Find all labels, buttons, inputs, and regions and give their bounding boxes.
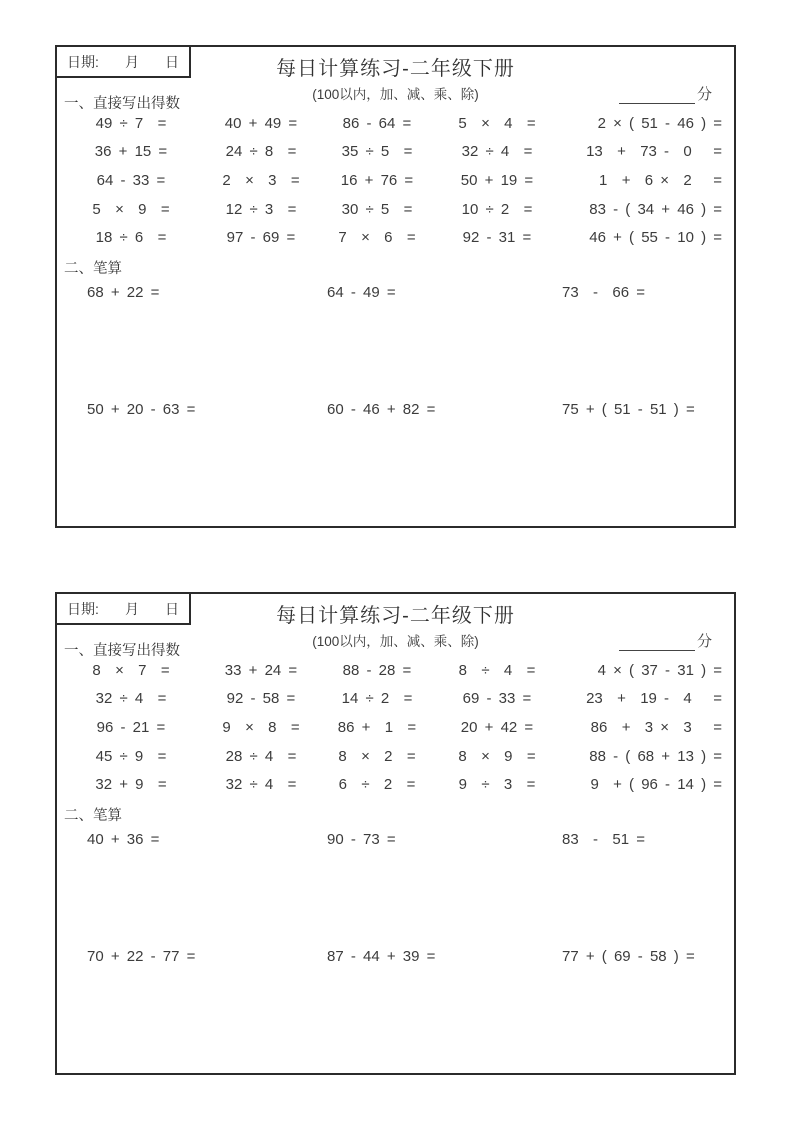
problem: 68 + 22 = — [87, 284, 160, 301]
problem: 30 ÷ 5 = — [341, 200, 413, 218]
problem: 7 × 6 = — [338, 229, 416, 247]
score-blank-line — [619, 635, 695, 651]
problem: 87 - 44 + 39 = — [327, 948, 436, 965]
score-field — [619, 630, 712, 651]
month-label: 月 — [124, 53, 139, 70]
problem: 8 ÷ 4 = — [458, 661, 536, 679]
problem: 28 ÷ 4 = — [225, 747, 297, 765]
problem: 8 × 9 = — [458, 747, 536, 765]
problem: 24 ÷ 8 = — [225, 143, 297, 161]
oral-problems-grid — [57, 109, 734, 252]
problem: 13 + 73 - 0 = — [586, 143, 722, 161]
score-unit-label: 分 — [696, 633, 712, 650]
day-label: 日 — [164, 600, 179, 617]
problem: 14 ÷ 2 = — [341, 690, 413, 708]
problem: 50 + 19 = — [460, 171, 534, 189]
date-label: 日期: — [67, 53, 99, 70]
problem: 8 × 7 = — [92, 661, 170, 679]
problem: 5 × 4 = — [458, 114, 536, 132]
problem: 32 + 9 = — [95, 776, 167, 794]
score-blank-line — [619, 88, 695, 104]
problem: 32 ÷ 4 = — [95, 690, 167, 708]
problem: 86 + 3 × 3 = — [590, 718, 722, 736]
problem: 86 + 1 = — [337, 718, 417, 736]
problem: 23 + 19 - 4 = — [586, 690, 722, 708]
worksheet-subtitle: (100以内，加、减、乘、除) — [312, 87, 479, 102]
problem: 18 ÷ 6 = — [95, 229, 167, 247]
problem: 77 + ( 69 - 58 ) = — [562, 948, 695, 965]
problem: 97 - 69 = — [226, 229, 296, 247]
month-label: 月 — [124, 600, 139, 617]
problem: 2 × ( 51 - 46 ) = — [597, 114, 722, 132]
problem: 40 + 36 = — [87, 831, 160, 848]
problem: 12 ÷ 3 = — [225, 200, 297, 218]
problem: 8 × 2 = — [338, 747, 416, 765]
problem: 16 + 76 = — [340, 171, 414, 189]
problem: 83 - ( 34 + 46 ) = — [589, 200, 722, 218]
worksheet-1 — [55, 45, 736, 528]
problem: 60 - 46 + 82 = — [327, 401, 436, 418]
problem: 83 - 51 = — [562, 831, 645, 848]
problem: 69 - 33 = — [462, 690, 532, 708]
written-problems-row — [57, 831, 734, 848]
problem: 32 ÷ 4 = — [225, 776, 297, 794]
section-oral-heading: 一、直接写出得数 — [64, 643, 180, 659]
written-problems-row — [57, 948, 734, 965]
problem: 88 - ( 68 + 13 ) = — [589, 747, 722, 765]
day-label: 日 — [164, 53, 179, 70]
problem: 9 × 8 = — [222, 718, 300, 736]
problem: 64 - 49 = — [327, 284, 396, 301]
problem: 40 + 49 = — [224, 114, 298, 132]
section-written-heading: 二、笔算 — [64, 808, 122, 824]
problem: 2 × 3 = — [222, 171, 300, 189]
section-written-heading: 二、笔算 — [64, 261, 122, 277]
problem: 75 + ( 51 - 51 ) = — [562, 401, 695, 418]
problem: 88 - 28 = — [342, 661, 412, 679]
score-unit-label: 分 — [696, 86, 712, 103]
worksheet-subtitle: (100以内，加、减、乘、除) — [312, 634, 479, 649]
problem: 20 + 42 = — [460, 718, 534, 736]
problem: 50 + 20 - 63 = — [87, 401, 196, 418]
problem: 9 ÷ 3 = — [458, 776, 536, 794]
problem: 92 - 58 = — [226, 690, 296, 708]
score-field — [619, 83, 712, 104]
problem: 10 ÷ 2 = — [461, 200, 533, 218]
problem: 73 - 66 = — [562, 284, 645, 301]
problem: 64 - 33 = — [96, 171, 166, 189]
problem: 46 + ( 55 - 10 ) = — [589, 229, 722, 247]
problem: 96 - 21 = — [96, 718, 166, 736]
problem: 4 × ( 37 - 31 ) = — [597, 661, 722, 679]
problem: 70 + 22 - 77 = — [87, 948, 196, 965]
problem: 45 ÷ 9 = — [95, 747, 167, 765]
worksheet-title: 每日计算练习-二年级下册 — [276, 58, 515, 80]
worksheet-2 — [55, 592, 736, 1075]
problem: 36 + 15 = — [94, 143, 168, 161]
oral-problems-grid — [57, 656, 734, 799]
problem: 5 × 9 = — [92, 200, 170, 218]
problem: 9 + ( 96 - 14 ) = — [590, 776, 722, 794]
section-oral-heading: 一、直接写出得数 — [64, 96, 180, 112]
written-problems-row — [57, 284, 734, 301]
problem: 32 ÷ 4 = — [461, 143, 533, 161]
date-label: 日期: — [67, 600, 99, 617]
written-problems-row — [57, 401, 734, 418]
problem: 6 ÷ 2 = — [338, 776, 416, 794]
worksheet-title: 每日计算练习-二年级下册 — [276, 605, 515, 627]
problem: 35 ÷ 5 = — [341, 143, 413, 161]
problem: 92 - 31 = — [462, 229, 532, 247]
problem: 49 ÷ 7 = — [95, 114, 167, 132]
problem: 1 + 6 × 2 = — [599, 171, 722, 189]
problem: 90 - 73 = — [327, 831, 396, 848]
problem: 33 + 24 = — [224, 661, 298, 679]
problem: 86 - 64 = — [342, 114, 412, 132]
